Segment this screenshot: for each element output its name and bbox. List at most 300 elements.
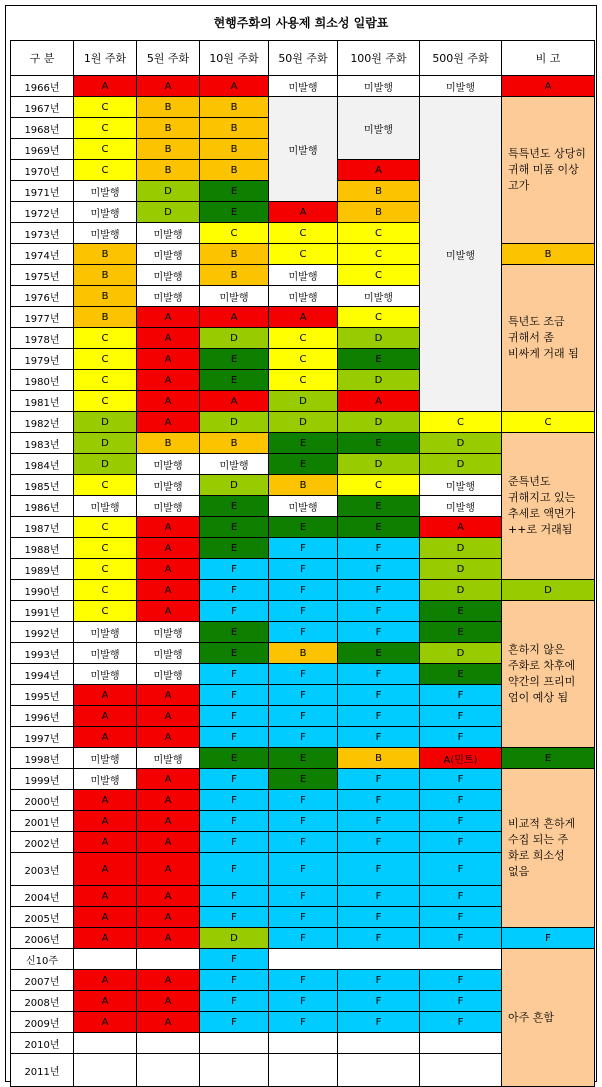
year-cell: 1985년 [11,475,74,496]
grade-cell-500won: D [420,454,502,475]
table-row [11,949,595,970]
grade-cell-500won: A(민트) [420,748,502,769]
grade-cell-10won [200,1033,269,1054]
grade-cell-50won: A [269,307,338,328]
grade-cell-5won: A [137,853,200,886]
grade-cell-10won: D [200,475,269,496]
grade-cell-500won: F [420,928,502,949]
grade-cell-50won: F [269,928,338,949]
grade-cell-100won: E [338,433,420,454]
grade-cell-10won: 미발행 [200,286,269,307]
grade-cell-50won: C [269,370,338,391]
grade-cell-10won: F [200,1012,269,1033]
grade-cell-50won: D [269,412,338,433]
grade-cell-1won: 미발행 [74,181,137,202]
grade-cell-10won: E [200,622,269,643]
grade-cell-10won: F [200,853,269,886]
grade-cell-10won: E [200,496,269,517]
year-cell: 1974년 [11,244,74,265]
grade-cell-1won: D [74,412,137,433]
grade-cell-100won: 미발행 [338,286,420,307]
header-row [11,41,595,76]
grade-cell-10won: F [200,907,269,928]
grade-cell-500won: E [420,664,502,685]
grade-cell-10won: F [200,559,269,580]
grade-cell-500won: E [420,622,502,643]
grade-cell-1won [74,949,137,970]
remark-grade: C [502,412,595,433]
grade-cell-5won: 미발행 [137,265,200,286]
grade-cell-500won: F [420,811,502,832]
grade-cell-50won: 미발행 [269,496,338,517]
grade-cell-1won: A [74,727,137,748]
grade-cell-100won: C [338,475,420,496]
remark-grade: B [502,244,595,265]
grade-cell-50won: 미발행 [269,76,338,97]
grade-cell-10won: C [200,223,269,244]
grade-cell-500won: E [420,601,502,622]
grade-cell-10won: A [200,391,269,412]
grade-cell-100won: A [338,160,420,181]
table-row [11,928,595,949]
grade-cell-5won: 미발행 [137,286,200,307]
grade-cell-100won [338,1054,420,1087]
grade-cell-10won: F [200,769,269,790]
grade-cell-5won: D [137,181,200,202]
grade-cell-5won: A [137,811,200,832]
grade-cell-1won: C [74,517,137,538]
grade-cell-100won: F [338,886,420,907]
table-row [11,244,595,265]
grade-cell-50won: F [269,1012,338,1033]
grade-cell-50won: E [269,748,338,769]
year-cell: 1971년 [11,181,74,202]
table-row [11,769,595,790]
grade-cell-1won: 미발행 [74,223,137,244]
grade-cell-5won: A [137,706,200,727]
table-row [11,412,595,433]
grade-cell-100won: C [338,307,420,328]
grade-cell-1won: A [74,970,137,991]
grade-cell-500won: F [420,769,502,790]
year-cell: 2009년 [11,1012,74,1033]
table-row [11,748,595,769]
grade-cell-100won: F [338,727,420,748]
year-cell: 2010년 [11,1033,74,1054]
year-cell: 1998년 [11,748,74,769]
grade-cell-1won: A [74,706,137,727]
grade-cell-10won: D [200,412,269,433]
grade-cell-5won: A [137,580,200,601]
grade-cell-50won [269,1054,338,1087]
grade-cell-100won: D [338,454,420,475]
grade-cell-50won: F [269,685,338,706]
grade-cell-1won: C [74,118,137,139]
grade-cell-50won: E [269,454,338,475]
grade-cell-50won: 미발행 [269,265,338,286]
grade-cell-1won: A [74,928,137,949]
remark-grade: E [502,748,595,769]
grade-cell-5won [137,949,200,970]
grade-cell-5won: A [137,685,200,706]
year-cell: 1969년 [11,139,74,160]
grade-cell-10won: E [200,643,269,664]
grade-cell-50won: 미발행 [269,97,338,202]
grade-cell-500won: 미발행 [420,496,502,517]
remark-grade: A [502,76,595,97]
grade-cell-1won: 미발행 [74,748,137,769]
grade-cell-500won: F [420,832,502,853]
grade-cell-500won: F [420,685,502,706]
year-cell: 2000년 [11,790,74,811]
grade-cell-50won: B [269,475,338,496]
grade-cell-50won: 미발행 [269,286,338,307]
remark-note: 비교적 흔하게 수집 되는 주 화로 희소성 없음 [502,769,595,928]
grade-cell-50won: F [269,811,338,832]
header-500won: 500원 주화 [420,41,502,76]
grade-cell-500won: 미발행 [420,475,502,496]
grade-cell-10won: E [200,748,269,769]
grade-cell-50won: E [269,769,338,790]
grade-cell-10won: F [200,790,269,811]
grade-cell-50won: D [269,391,338,412]
grade-cell-1won: C [74,601,137,622]
grade-cell-10won: F [200,811,269,832]
grade-cell-100won: D [338,412,420,433]
grade-cell-5won: 미발행 [137,643,200,664]
grade-cell-5won: A [137,928,200,949]
year-cell: 1987년 [11,517,74,538]
grade-cell-5won: A [137,370,200,391]
grade-cell-50won: F [269,580,338,601]
grade-cell-10won [200,1054,269,1087]
grade-cell-1won: B [74,265,137,286]
grade-cell-10won: B [200,265,269,286]
remark-note: 특년도 조금 귀해서 좀 비싸게 거래 됨 [502,265,595,412]
grade-cell-500won: F [420,907,502,928]
grade-cell-5won: 미발행 [137,454,200,475]
grade-cell-500won: F [420,727,502,748]
grade-cell-50won: F [269,601,338,622]
grade-cell-1won: 미발행 [74,664,137,685]
year-cell: 1976년 [11,286,74,307]
grade-cell-5won: A [137,307,200,328]
grade-cell-5won: 미발행 [137,244,200,265]
year-cell: 1972년 [11,202,74,223]
table-row [11,265,595,286]
year-cell: 1989년 [11,559,74,580]
grade-cell-500won [420,1033,502,1054]
year-cell: 1966년 [11,76,74,97]
grade-cell-5won: A [137,727,200,748]
grade-cell-500won: F [420,790,502,811]
grade-cell-100won: F [338,601,420,622]
year-cell: 1988년 [11,538,74,559]
grade-cell-10won: F [200,664,269,685]
grade-cell-1won: C [74,580,137,601]
grade-cell-10won: B [200,118,269,139]
grade-cell-50won [269,1033,338,1054]
year-cell: 1992년 [11,622,74,643]
grade-cell-50won: E [269,433,338,454]
grade-cell-50won: F [269,832,338,853]
grade-cell-50won: A [269,202,338,223]
grade-cell-100won: B [338,202,420,223]
year-cell: 1967년 [11,97,74,118]
grade-cell-10won: B [200,244,269,265]
grade-cell-50won: F [269,853,338,886]
year-cell: 1968년 [11,118,74,139]
grade-cell-5won: D [137,202,200,223]
grade-cell-100won: B [338,181,420,202]
grade-cell-1won: C [74,559,137,580]
header-1won: 1원 주화 [74,41,137,76]
grade-cell-50won: E [269,517,338,538]
grade-cell-5won: A [137,907,200,928]
grade-cell-10won: B [200,139,269,160]
grade-cell-5won: 미발행 [137,622,200,643]
year-cell: 1978년 [11,328,74,349]
grade-cell-10won: E [200,349,269,370]
grade-cell-5won [137,1033,200,1054]
grade-cell-50won: C [269,244,338,265]
table-row [11,433,595,454]
grade-cell-5won: A [137,790,200,811]
grade-cell-10won: F [200,706,269,727]
grade-cell-5won: B [137,139,200,160]
grade-cell-1won: C [74,538,137,559]
grade-cell-10won: D [200,328,269,349]
grade-cell-5won: A [137,769,200,790]
grade-cell-100won: F [338,538,420,559]
grade-cell-1won: C [74,139,137,160]
year-cell: 1986년 [11,496,74,517]
year-cell: 1981년 [11,391,74,412]
header-10won: 10원 주화 [200,41,269,76]
grade-cell-100won: F [338,907,420,928]
grade-cell-100won: F [338,559,420,580]
grade-cell-1won: C [74,328,137,349]
grade-cell-10won: E [200,538,269,559]
grade-cell-1won: 미발행 [74,769,137,790]
grade-cell-100won: F [338,970,420,991]
remark-grade: F [502,928,595,949]
grade-cell-50won: F [269,907,338,928]
grade-cell-5won: A [137,1012,200,1033]
grade-cell-5won: A [137,559,200,580]
year-cell: 1991년 [11,601,74,622]
year-cell: 1977년 [11,307,74,328]
grade-cell-5won: A [137,517,200,538]
grade-cell-500won: A [420,517,502,538]
grade-cell-100won: F [338,685,420,706]
grade-cell-100won: E [338,349,420,370]
grade-cell-10won: E [200,517,269,538]
grade-cell-100won: F [338,991,420,1012]
remark-note: 아주 흔함 [502,949,595,1087]
year-cell: 2008년 [11,991,74,1012]
grade-cell-500won: F [420,853,502,886]
grade-cell-500won: 미발행 [420,97,502,412]
grade-cell-100won: F [338,769,420,790]
grade-cell-10won: F [200,949,269,970]
year-cell: 1997년 [11,727,74,748]
grade-cell-10won: F [200,580,269,601]
grade-cell-500won: F [420,706,502,727]
grade-cell-10won: F [200,727,269,748]
grade-cell-1won: A [74,832,137,853]
grade-cell-100won: D [338,370,420,391]
table-row [11,580,595,601]
grade-cell-5won: A [137,412,200,433]
grade-cell-100won: D [338,328,420,349]
grade-cell-1won: D [74,433,137,454]
blank-cell [269,949,502,970]
grade-cell-1won: C [74,391,137,412]
header-year: 구 분 [11,41,74,76]
grade-cell-10won: F [200,886,269,907]
grade-cell-10won: B [200,160,269,181]
grade-cell-10won: E [200,202,269,223]
grade-cell-50won: F [269,727,338,748]
year-cell: 1994년 [11,664,74,685]
grade-cell-5won: A [137,76,200,97]
grade-cell-100won: F [338,622,420,643]
grade-cell-1won: B [74,307,137,328]
grade-cell-100won: E [338,517,420,538]
grade-cell-1won [74,1033,137,1054]
rarity-table [10,40,595,1087]
grade-cell-500won: F [420,886,502,907]
remark-note: 준특년도 귀해지고 있는 추세로 액면가 ++로 거래됨 [502,433,595,580]
grade-cell-1won: A [74,907,137,928]
grade-cell-1won: C [74,370,137,391]
header-100won: 100원 주화 [338,41,420,76]
grade-cell-100won: C [338,223,420,244]
grade-cell-500won: F [420,970,502,991]
grade-cell-5won: B [137,160,200,181]
grade-cell-1won: A [74,685,137,706]
grade-cell-500won: D [420,643,502,664]
grade-cell-10won: B [200,433,269,454]
grade-cell-500won: 미발행 [420,76,502,97]
grade-cell-500won: D [420,433,502,454]
grade-cell-500won: D [420,559,502,580]
grade-cell-10won: F [200,685,269,706]
grade-cell-5won: A [137,970,200,991]
grade-cell-10won: F [200,832,269,853]
year-cell: 1982년 [11,412,74,433]
year-cell: 2005년 [11,907,74,928]
grade-cell-50won: F [269,538,338,559]
table-row [11,97,595,118]
grade-cell-1won: 미발행 [74,496,137,517]
grade-cell-500won: D [420,538,502,559]
grade-cell-5won: A [137,832,200,853]
grade-cell-1won: A [74,76,137,97]
grade-cell-100won: F [338,832,420,853]
grade-cell-500won: D [420,580,502,601]
grade-cell-1won: A [74,811,137,832]
grade-cell-5won: A [137,349,200,370]
grade-cell-5won: B [137,118,200,139]
grade-cell-5won [137,1054,200,1087]
year-cell: 1996년 [11,706,74,727]
grade-cell-1won: C [74,97,137,118]
grade-cell-10won: E [200,181,269,202]
grade-cell-10won: A [200,76,269,97]
grade-cell-50won: F [269,991,338,1012]
header-remark: 비 고 [502,41,595,76]
year-cell: 2003년 [11,853,74,886]
table-row [11,601,595,622]
year-cell: 1970년 [11,160,74,181]
grade-cell-5won: A [137,391,200,412]
grade-cell-100won: B [338,748,420,769]
grade-cell-1won: 미발행 [74,622,137,643]
grade-cell-100won: C [338,265,420,286]
grade-cell-1won: C [74,160,137,181]
grade-cell-1won: C [74,475,137,496]
grade-cell-1won [74,1054,137,1087]
grade-cell-50won: F [269,886,338,907]
grade-cell-5won: 미발행 [137,664,200,685]
grade-cell-100won: F [338,706,420,727]
grade-cell-50won: B [269,643,338,664]
grade-cell-10won: E [200,370,269,391]
year-cell: 1973년 [11,223,74,244]
year-cell: 2007년 [11,970,74,991]
page-title: 현행주화의 사용제 희소성 일람표 [213,16,389,30]
grade-cell-100won: F [338,853,420,886]
grade-cell-50won: F [269,559,338,580]
year-cell: 1999년 [11,769,74,790]
year-cell: 2004년 [11,886,74,907]
year-cell: 1983년 [11,433,74,454]
grade-cell-100won: E [338,496,420,517]
grade-cell-5won: A [137,886,200,907]
header-5won: 5원 주화 [137,41,200,76]
year-cell: 1975년 [11,265,74,286]
grade-cell-100won: 미발행 [338,76,420,97]
grade-cell-50won: F [269,970,338,991]
header-50won: 50원 주화 [269,41,338,76]
grade-cell-100won: F [338,811,420,832]
grade-cell-1won: A [74,790,137,811]
grade-cell-500won: F [420,991,502,1012]
grade-cell-1won: D [74,454,137,475]
grade-cell-5won: 미발행 [137,496,200,517]
year-cell: 2001년 [11,811,74,832]
grade-cell-10won: D [200,928,269,949]
grade-cell-100won: F [338,1012,420,1033]
grade-cell-100won [338,1033,420,1054]
grade-cell-100won: F [338,664,420,685]
grade-cell-500won [420,1054,502,1087]
grade-cell-1won: A [74,853,137,886]
grade-cell-100won: E [338,643,420,664]
grade-cell-10won: F [200,991,269,1012]
grade-cell-100won: A [338,391,420,412]
grade-cell-1won: C [74,349,137,370]
grade-cell-5won: 미발행 [137,223,200,244]
grade-cell-5won: B [137,433,200,454]
grade-cell-10won: F [200,970,269,991]
grade-cell-5won: A [137,601,200,622]
year-cell: 1990년 [11,580,74,601]
grade-cell-10won: A [200,307,269,328]
year-cell: 2002년 [11,832,74,853]
